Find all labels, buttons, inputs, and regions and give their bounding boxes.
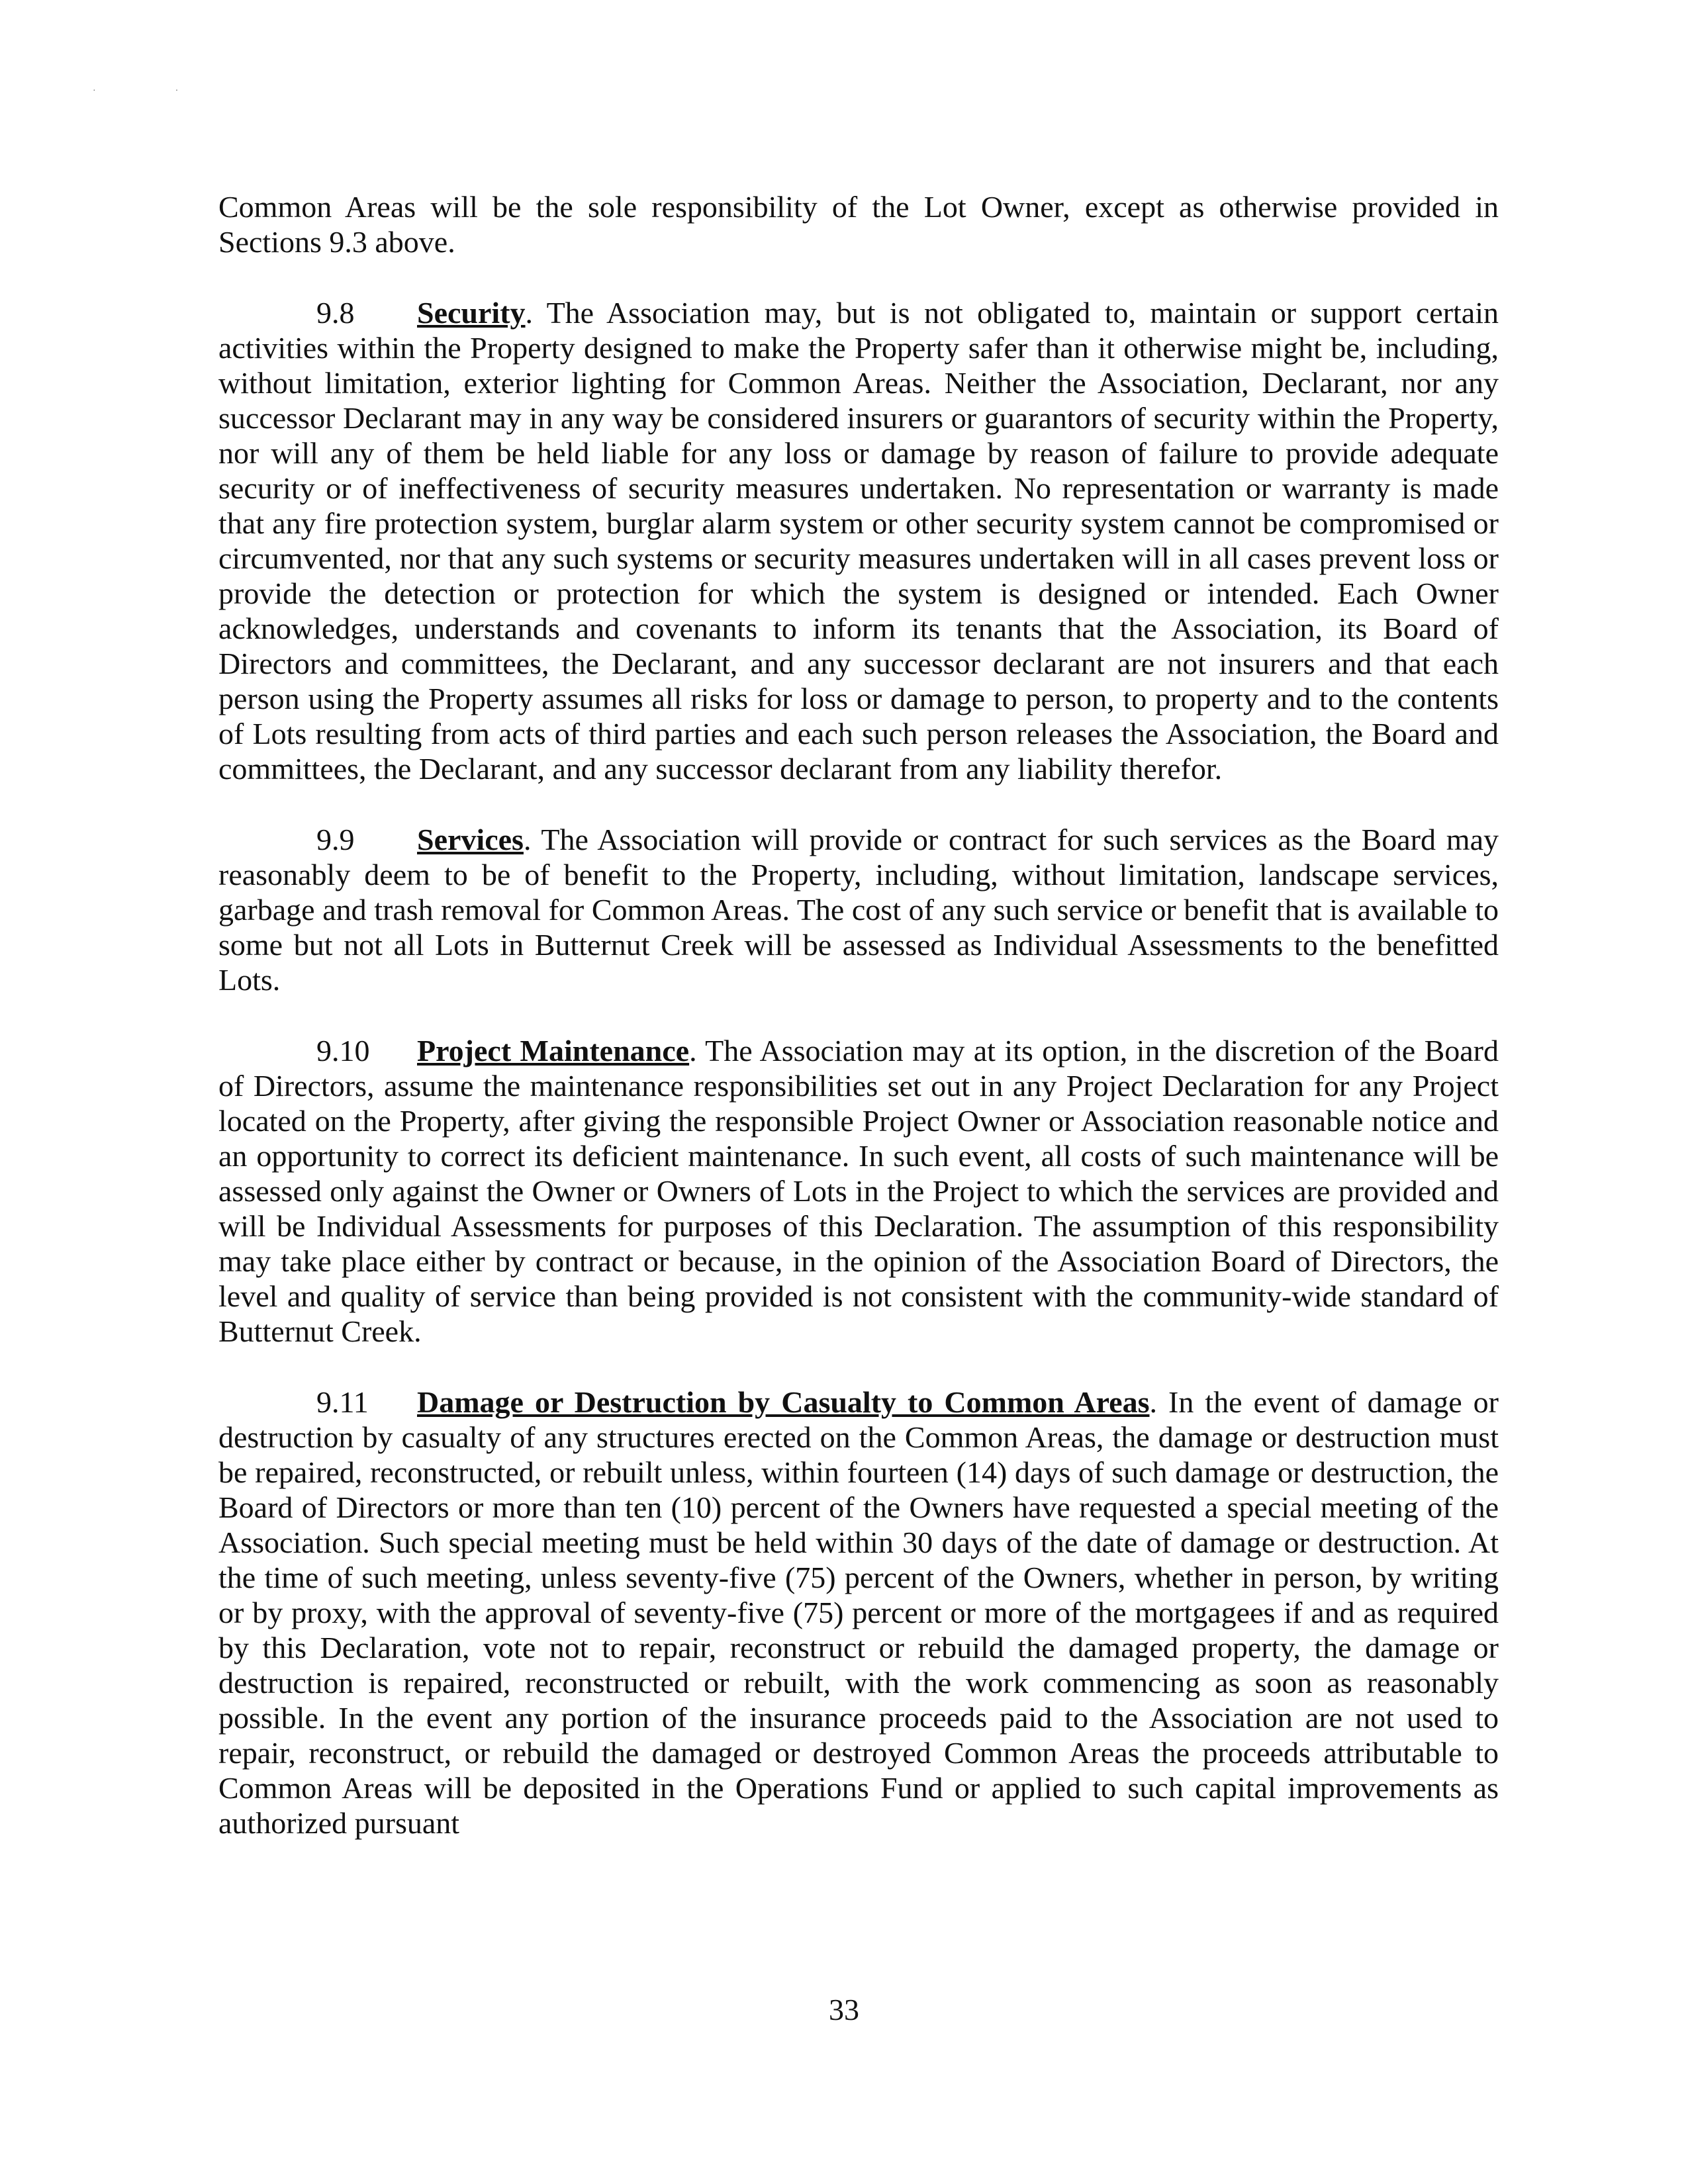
- section-number: 9.11: [316, 1385, 369, 1419]
- section-heading: Damage or Destruction by Casualty to Common Areas: [417, 1385, 1150, 1419]
- section-number: 9.10: [316, 1034, 370, 1068]
- page-number: 33: [829, 1993, 859, 2026]
- document-body: [218, 189, 1499, 1876]
- section-heading: Services: [417, 823, 524, 856]
- section-heading: Project Maintenance: [417, 1034, 690, 1068]
- section-9-8: [218, 295, 1499, 786]
- section-number: 9.8: [316, 296, 355, 330]
- continuation-paragraph: Common Areas will be the sole responsibility of the Lot Owner, except as otherwise provided in Sections 9.3 above.: [218, 190, 1499, 259]
- section-body: . In the event of damage or destruction by casualty of any structures erected on the Common Areas, the damage or destruction must be repaired, reconstructed, or rebuilt unless, within fourteen (14) days of such damage or destruction, the Board of Directors or more than ten (10) percent of the Owners have requested a special meeting of the Association. Such special meeting must be held within 30 days of the date of damage or destruction. At the time of such meeting, unless seventy-five (75) percent of the Owners, whether in person, by writing or by proxy, with the approval of seventy-five (75) percent or more of the mortgagees if and as required by this Declaration, vote not to repair, reconstruct or rebuild the damaged property, the damage or destruction is repaired, reconstructed or rebuilt, with the work commencing as soon as reasonably possible. In the event any portion of the insurance proceeds paid to the Association are not used to repair, reconstruct, or rebuild the damaged or destroyed Common Areas the proceeds attributable to Common Areas will be deposited in the Operations Fund or applied to such capital improvements as authorized pursuant: [218, 1385, 1499, 1840]
- section-body: . The Association may, but is not obligated to, maintain or support certain activities within the Property designed to make the Property safer than it otherwise might be, including, without limitation, exterior lighting for Common Areas. Neither the Association, Declarant, nor any successor Declarant may in any way be considered insurers or guarantors of security within the Property, nor will any of them be held liable for any loss or damage by reason of failure to provide adequate security or of ineffectiveness of security measures undertaken. No representation or warranty is made that any fire protection system, burglar alarm system or other security system cannot be compromised or circumvented, nor that any such systems or security measures undertaken will in all cases prevent loss or provide the detection or protection for which the system is designed or intended. Each Owner acknowledges, understands and covenants to inform its tenants that the Association, its Board of Directors and committees, the Declarant, and any successor declarant are not insurers and that each person using the Property assumes all risks for loss or damage to person, to property and to the contents of Lots resulting from acts of third parties and each such person releases the Association, the Board and committees, the Declarant, and any successor declarant from any liability therefor.: [218, 296, 1499, 786]
- section-9-9: [218, 822, 1499, 997]
- scan-specks: ··: [93, 86, 258, 96]
- section-9-11: [218, 1385, 1499, 1841]
- section-body: . The Association will provide or contract for such services as the Board may reasonably deem to be of benefit to the Property, including, without limitation, landscape services, garbage and trash removal for Common Areas. The cost of any such service or benefit that is available to some but not all Lots in Butternut Creek will be assessed as Individual Assessments to the benefitted Lots.: [218, 823, 1499, 997]
- section-9-10: [218, 1033, 1499, 1349]
- section-heading: Security: [417, 296, 526, 330]
- section-number: 9.9: [316, 823, 355, 856]
- section-body: . The Association may at its option, in the discretion of the Board of Directors, assume the maintenance responsibilities set out in any Project Declaration for any Project located on the Property, after giving the responsible Project Owner or Association reasonable notice and an opportunity to correct its deficient maintenance. In such event, all costs of such maintenance will be assessed only against the Owner or Owners of Lots in the Project to which the services are provided and will be Individual Assessments for purposes of this Declaration. The assumption of this responsibility may take place either by contract or because, in the opinion of the Association Board of Directors, the level and quality of service than being provided is not consistent with the community-wide standard of Butternut Creek.: [218, 1034, 1499, 1348]
